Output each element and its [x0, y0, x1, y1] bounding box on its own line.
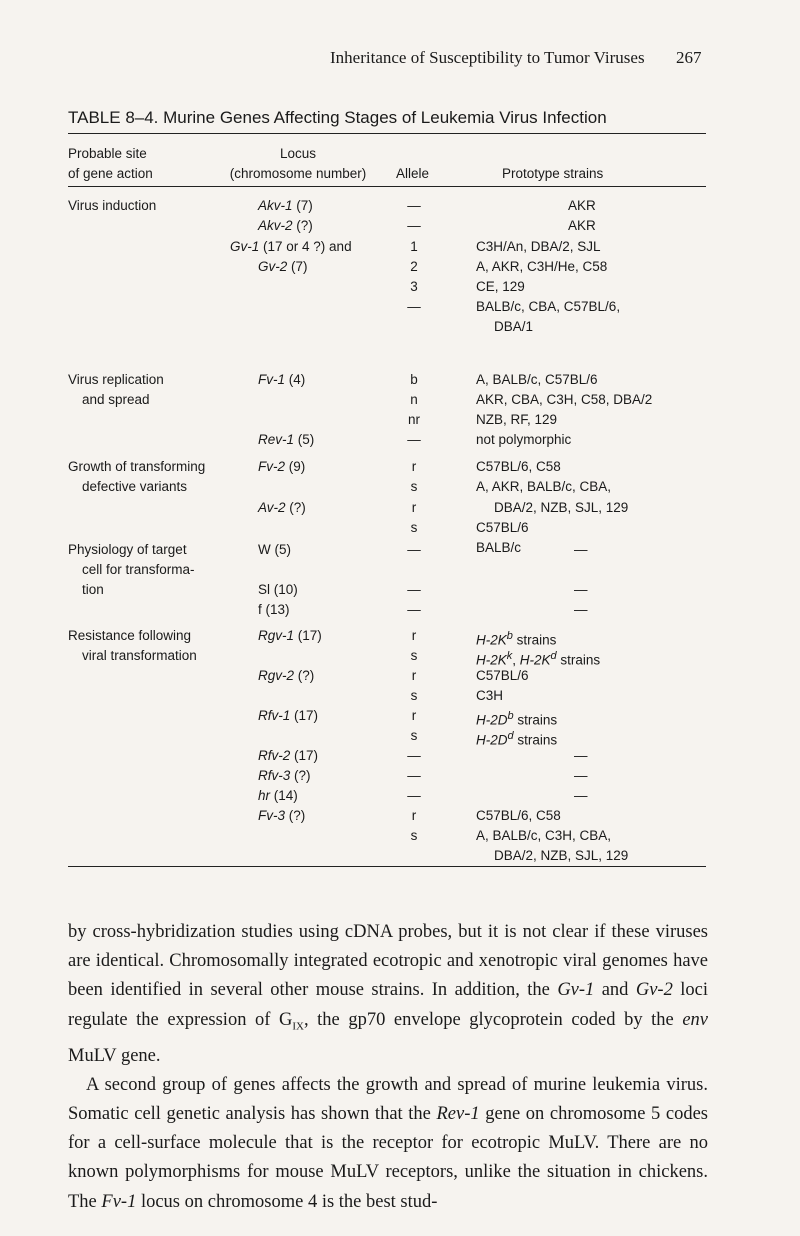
paragraph: by cross-hybridization studies using cDNA probes, but it is not clear if these viruses are identical. Chromosomally integrated ecotropic and xenotropic viral genomes have been identified in several other mouse strains. In addition, the Gv-1 and Gv-2 loci regulate the expression of $G_{IX}$, the gp70 envelope glycoprotein coded by the env MuLV gene. — [68, 922, 709, 1066]
table-bottom-rule — [68, 866, 706, 867]
paragraph: A second group of genes affects the growth and spread of murine leukemia virus. Somatic cell genetic analysis has shown that the Rev-1 gene on chromosome 5 codes for a cell-surface molecule that is the receptor for ecotropic MuLV. There are no known polymorphisms for mouse MuLV receptors, unlike the situation in chickens. The Fv-1 locus on chromosome 4 is the best stud- — [68, 1074, 708, 1212]
col-header-strains: Prototype strains — [502, 166, 604, 181]
col-header-site: Probable site of gene action — [68, 146, 153, 181]
running-title: Inheritance of Susceptibility to Tumor Viruses — [330, 48, 645, 67]
table-top-rule — [68, 133, 706, 134]
running-header — [0, 48, 800, 72]
col-header-allele: Allele — [396, 166, 430, 181]
table-title: TABLE 8–4. Murine Genes Affecting Stages of Leukemia Virus Infection — [68, 108, 607, 127]
page-number: 267 — [676, 48, 702, 67]
col-header-locus: Locus (chromosome number) — [229, 146, 367, 181]
table-header-rule — [68, 186, 706, 187]
body-text — [68, 918, 708, 1217]
